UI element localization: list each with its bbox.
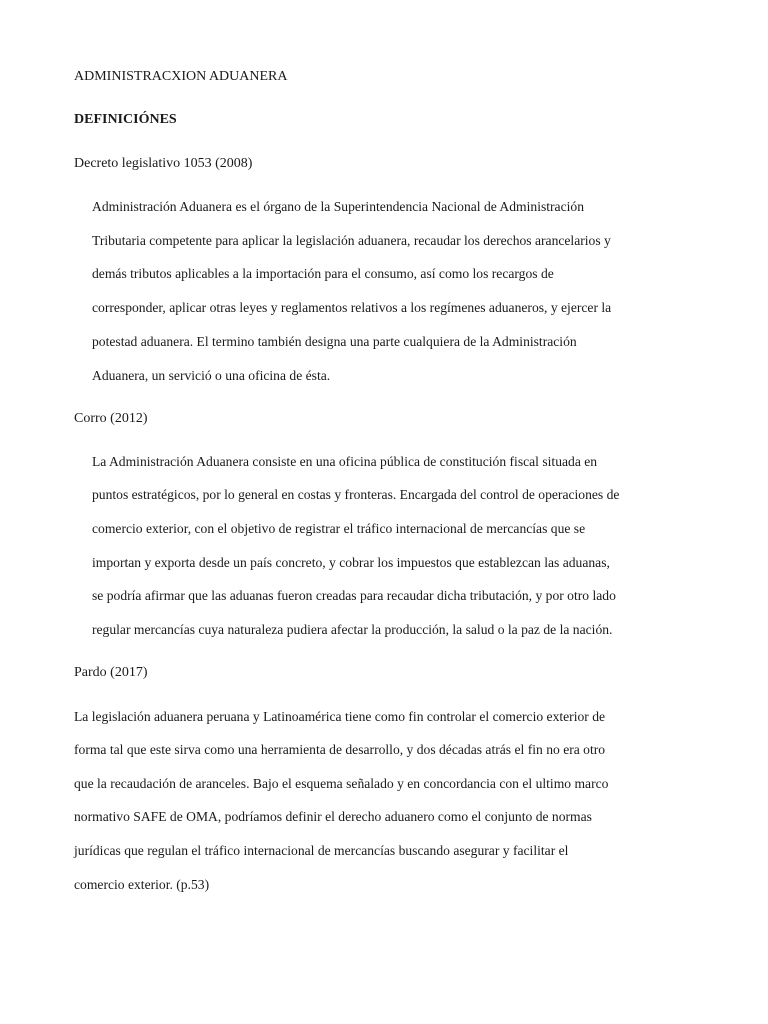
- document-title: ADMINISTRACXION ADUANERA: [74, 69, 288, 84]
- quote-line: La Administración Aduanera consiste en una oficina pública de constitución fiscal situada en: [92, 454, 598, 469]
- quote-line: puntos estratégicos, por lo general en costas y fronteras. Encargada del control de operaciones de: [92, 487, 620, 502]
- paragraph-line: comercio exterior. (p.53): [74, 877, 210, 892]
- quote-line: Aduanera, un servició o una oficina de ésta.: [92, 368, 331, 383]
- quote-line: comercio exterior, con el objetivo de registrar el tráfico internacional de mercancías que se: [92, 521, 586, 536]
- paragraph-line: que la recaudación de aranceles. Bajo el esquema señalado y en concordancia con el ultimo marco: [74, 776, 609, 791]
- quote-line: potestad aduanera. El termino también designa una parte cualquiera de la Administración: [92, 334, 577, 349]
- quote-line: regular mercancías cuya naturaleza pudiera afectar la producción, la salud o la paz de la nación.: [92, 622, 613, 637]
- quote-line: corresponder, aplicar otras leyes y reglamentos relativos a los regímenes aduaneros, y ejercer la: [92, 300, 612, 315]
- quote-line: Tributaria competente para aplicar la legislación aduanera, recaudar los derechos arancelarios y: [92, 233, 611, 248]
- quote-line: se podría afirmar que las aduanas fueron creadas para recaudar dicha tributación, y por otro lado: [92, 588, 616, 603]
- section-heading: DEFINICIÓNES: [74, 112, 177, 127]
- quote-line: demás tributos aplicables a la importación para el consumo, así como los recargos de: [92, 266, 554, 281]
- paragraph-line: jurídicas que regulan el tráfico internacional de mercancías buscando asegurar y facilitar el: [74, 843, 569, 858]
- source-citation-corro: Corro (2012): [74, 411, 148, 426]
- paragraph-line: normativo SAFE de OMA, podríamos definir el derecho aduanero como el conjunto de normas: [74, 809, 592, 824]
- quote-line: importan y exporta desde un país concreto, y cobrar los impuestos que establezcan las aduanas,: [92, 555, 610, 570]
- source-citation-decreto: Decreto legislativo 1053 (2008): [74, 156, 253, 171]
- source-citation-pardo: Pardo (2017): [74, 665, 148, 680]
- paragraph-line: forma tal que este sirva como una herramienta de desarrollo, y dos décadas atrás el fin no era otro: [74, 742, 606, 757]
- paragraph-line: La legislación aduanera peruana y Latinoamérica tiene como fin controlar el comercio exterior de: [74, 709, 606, 724]
- quote-line: Administración Aduanera es el órgano de la Superintendencia Nacional de Administración: [92, 199, 584, 214]
